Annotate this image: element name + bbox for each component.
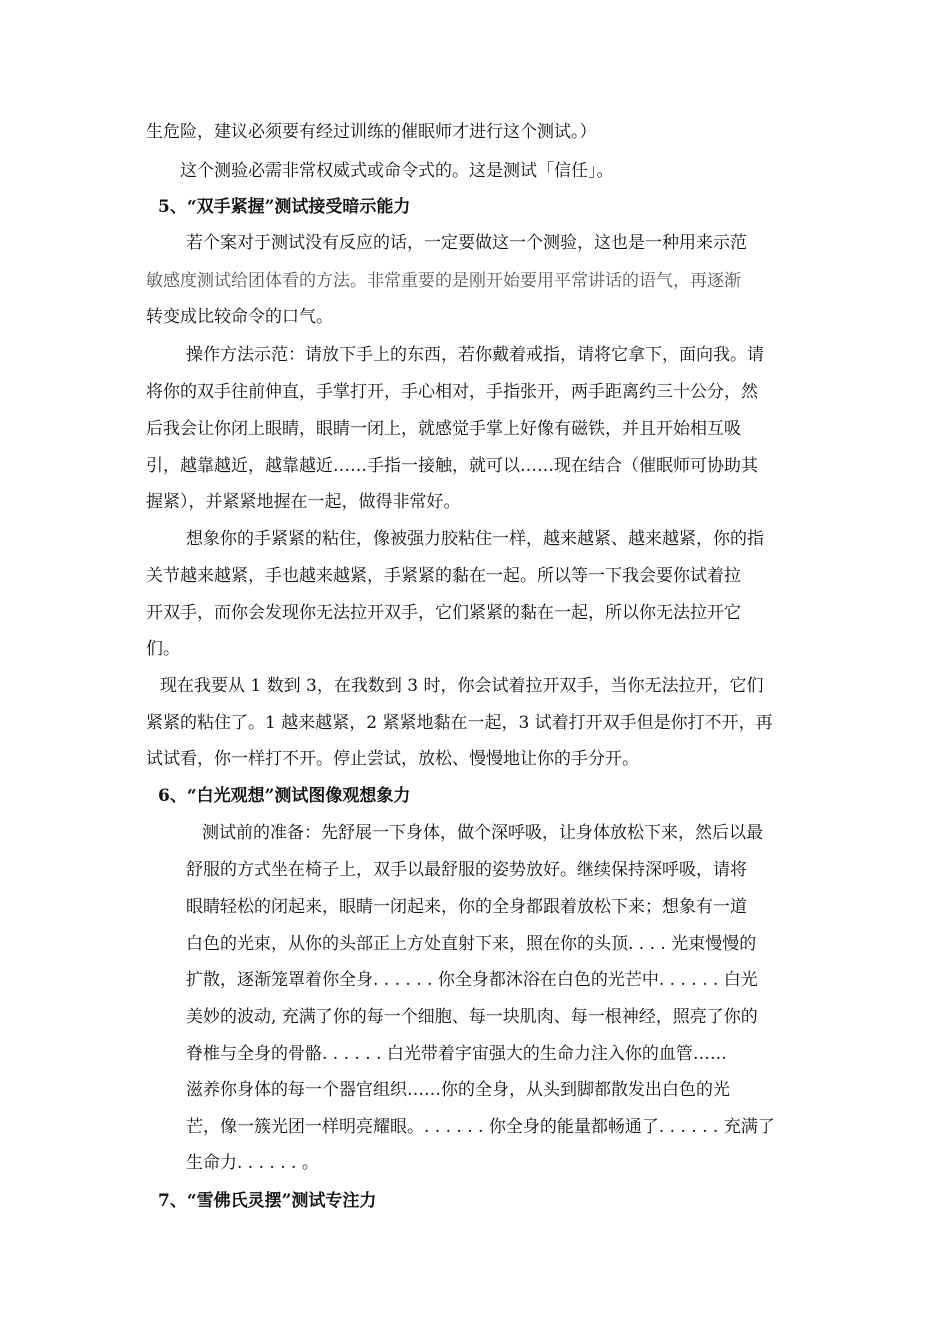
text-line: 美妙的波动, 充满了你的每一个细胞、每一块肌肉、每一根神经，照亮了你的	[186, 1007, 758, 1027]
section-heading: 7、“雪佛氏灵摆”测试专注力	[158, 1191, 377, 1211]
text-line: 紧紧的粘住了。1 越来越紧，2 紧紧地黏在一起，3 试着打开双手但是你打不开，再	[146, 713, 773, 733]
text-line: 眼睛轻松的闭起来，眼睛一闭起来，你的全身都跟着放松下来；想象有一道	[186, 897, 747, 917]
text-line: 滋养你身体的每一个器官组织……你的全身，从头到脚都散发出白色的光	[186, 1080, 730, 1100]
text-line: 试试看，你一样打不开。停止尝试，放松、慢慢地让你的手分开。	[146, 749, 639, 769]
text-line: 生危险，建议必须要有经过训练的催眠师才进行这个测试。）	[146, 122, 597, 142]
text-line: 关节越来越紧，手也越来越紧，手紧紧的黏在一起。所以等一下我会要你试着拉	[146, 566, 741, 586]
text-line: 芒，像一簇光团一样明亮耀眼。. . . . . . 你全身的能量都畅通了. . . . . . 充满了	[186, 1117, 775, 1137]
text-line: 握紧），并紧紧地握在一起，做得非常好。	[146, 492, 461, 512]
text-line: 现在我要从 1 数到 3，在我数到 3 时，你会试着拉开双手，当你无法拉开，它们	[160, 676, 764, 696]
section-heading: 6、“白光观想”测试图像观想象力	[158, 786, 411, 806]
text-line: 若个案对于测试没有反应的话，一定要做这一个测验，这也是一种用来示范	[186, 233, 747, 253]
text-line: 生命力. . . . . . 。	[186, 1153, 319, 1173]
text-line: 白色的光束，从你的头部正上方处直射下来，照在你的头顶. . . . 光束慢慢的	[186, 934, 757, 954]
text-line: 将你的双手往前伸直，手掌打开，手心相对，手指张开，两手距离约三十公分，然	[146, 382, 758, 402]
text-line: 这个测验必需非常权威式或命令式的。这是测试「信任」。	[180, 161, 614, 181]
text-line: 引，越靠越近，越靠越近……手指一接触，就可以……现在结合（催眠师可协助其	[146, 456, 758, 476]
section-heading: 5、“双手紧握”测试接受暗示能力	[158, 197, 411, 217]
text-line: 转变成比较命令的口气。	[146, 307, 333, 327]
text-line: 开双手，而你会发现你无法拉开双手，它们紧紧的黏在一起，所以你无法拉开它	[146, 603, 741, 623]
text-line: 后我会让你闭上眼睛，眼睛一闭上，就感觉手掌上好像有磁铁，并且开始相互吸	[146, 419, 741, 439]
text-line: 们。	[146, 639, 180, 659]
text-line: 敏感度测试给团体看的方法。非常重要的是刚开始要用平常讲话的语气，再逐渐	[146, 271, 741, 291]
text-line: 操作方法示范：请放下手上的东西，若你戴着戒指，请将它拿下，面向我。请	[186, 345, 764, 365]
text-line: 测试前的准备：先舒展一下身体，做个深呼吸，让身体放松下来，然后以最	[202, 823, 763, 843]
text-line: 想象你的手紧紧的粘住，像被强力胶粘住一样，越来越紧、越来越紧，你的指	[186, 529, 764, 549]
text-line: 扩散，逐渐笼罩着你全身. . . . . . 你全身都沐浴在白色的光芒中. . . . . . 白光	[186, 970, 758, 990]
text-line: 脊椎与全身的骨骼. . . . . . 白光带着宇宙强大的生命力注入你的血管……	[186, 1044, 727, 1064]
text-line: 舒服的方式坐在椅子上，双手以最舒服的姿势放好。继续保持深呼吸，请将	[186, 860, 747, 880]
